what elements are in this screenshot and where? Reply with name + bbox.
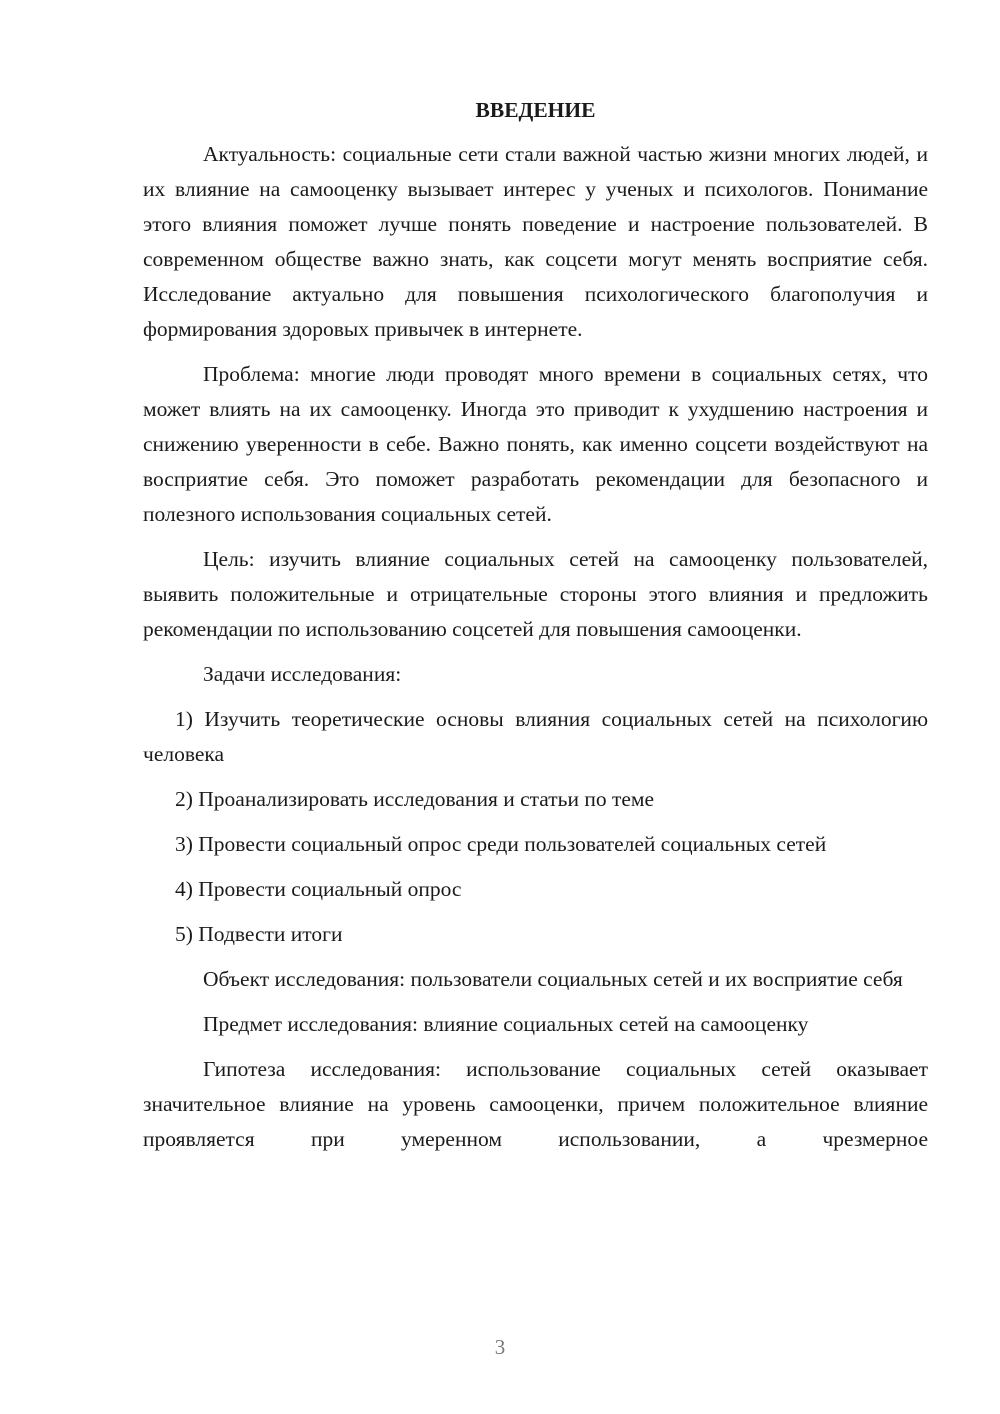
relevance-paragraph: Актуальность: социальные сети стали важной частью жизни многих людей, и их влияние на самооценку вызывает интерес у ученых и психологов. Понимание этого влияния поможет лучше понять поведение и настроение пользователей. В современном обществе важно знать, как соцсети могут менять восприятие себя. Исследование актуально для повышения психологического благополучия и формирования здоровых привычек в интернете.	[143, 142, 928, 341]
subject-paragraph: Предмет исследования: влияние социальных сетей на самооценку	[203, 1012, 809, 1036]
hypothesis-paragraph: Гипотеза исследования: использование социальных сетей оказывает значительное влияние на уровень самооценки, причем положительное влияние проявляется при умеренном использовании, а чрезмерное	[143, 1057, 928, 1151]
task-item-3: 3) Провести социальный опрос среди пользователей социальных сетей	[175, 832, 827, 856]
task-item-2: 2) Проанализировать исследования и статьи по теме	[175, 787, 655, 811]
tasks-heading: Задачи исследования:	[203, 662, 402, 686]
task-item-4: 4) Провести социальный опрос	[175, 877, 462, 901]
task-item-1: 1) Изучить теоретические основы влияния социальных сетей на психологию человека	[143, 707, 928, 766]
goal-paragraph: Цель: изучить влияние социальных сетей на самооценку пользователей, выявить положительные и отрицательные стороны этого влияния и предложить рекомендации по использованию соцсетей для повышения самооценки.	[143, 547, 928, 641]
task-item-5: 5) Подвести итоги	[175, 922, 343, 946]
page-number: 3	[494, 1335, 506, 1359]
document-page	[143, 95, 928, 1167]
section-title: ВВЕДЕНИЕ	[475, 98, 596, 122]
problem-paragraph: Проблема: многие люди проводят много времени в социальных сетях, что может влиять на их самооценку. Иногда это приводит к ухудшению настроения и снижению уверенности в себе. Важно понять, как именно соцсети воздействуют на восприятие себя. Это поможет разработать рекомендации для безопасного и полезного использования социальных сетей.	[143, 362, 928, 526]
object-paragraph: Объект исследования: пользователи социальных сетей и их восприятие себя	[203, 967, 903, 991]
